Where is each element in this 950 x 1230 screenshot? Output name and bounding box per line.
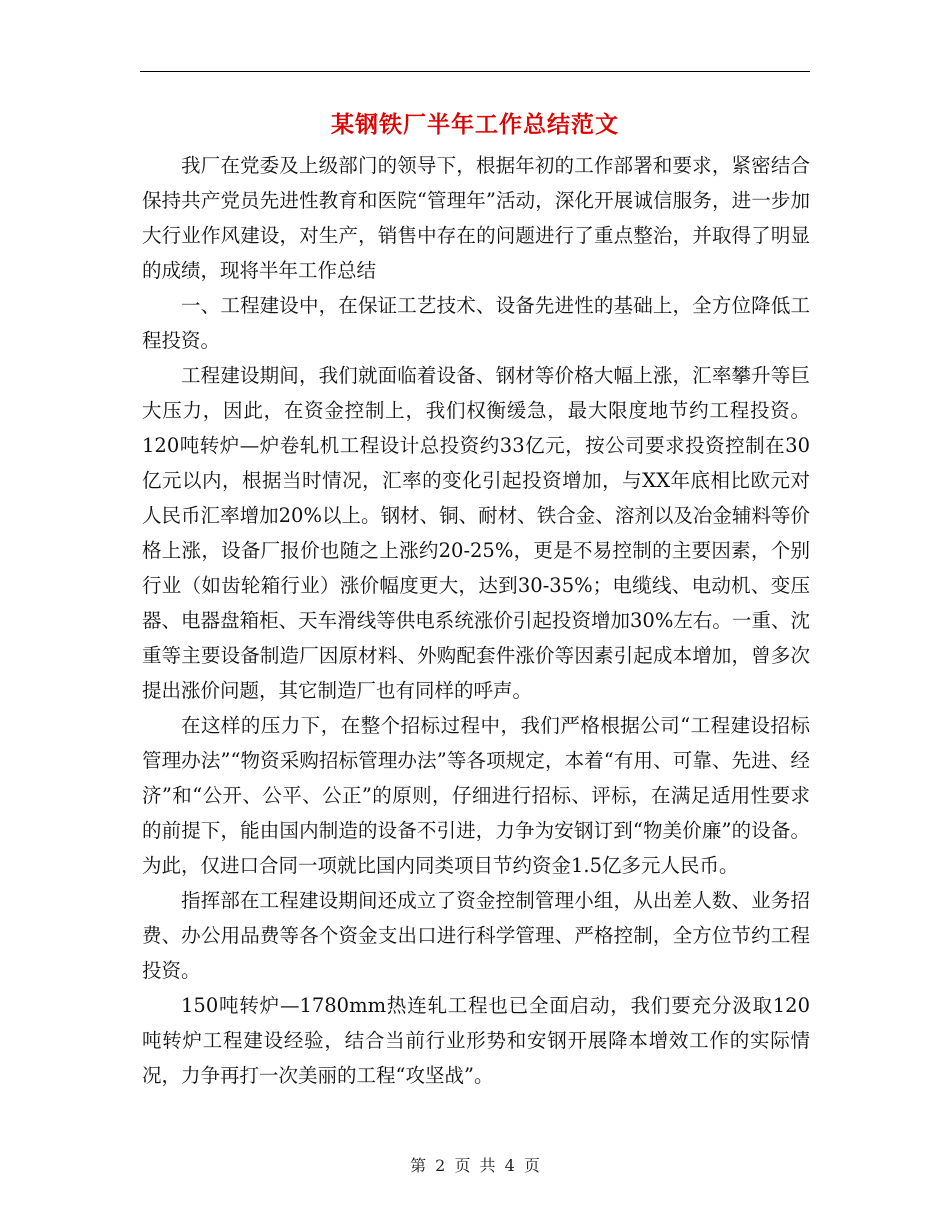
page-number-footer: 第 2 页 共 4 页 — [410, 1156, 540, 1175]
paragraph-new-project: 150吨转炉—1780mm热连轧工程也已全面启动，我们要充分汲取120吨转炉工程建设经验，结合当前行业形势和安钢开展降本增效工作的实际情况，力争再打一次美丽的工程“攻坚战”。 — [142, 994, 810, 1087]
paragraph-investment-pressure: 工程建设期间，我们就面临着设备、钢材等价格大幅上涨，汇率攀升等巨大压力，因此，在资金控制上，我们权衡缓急，最大限度地节约工程投资。120吨转炉—炉卷轧机工程设计总投资约33亿元，按公司要求投资控制在30亿元以内，根据当时情况，汇率的变化引起投资增加，与XX年底相比欧元对人民币汇率增加20%以上。钢材、铜、耐材、铁合金、溶剂以及冶金辅料等价格上涨，设备厂报价也随之上涨约20-25%，更是不易控制的主要因素，个别行业（如齿轮箱行业）涨价幅度更大，达到30-35%；电缆线、电动机、变压器、电器盘箱柜、天车滑线等供电系统涨价引起投资增加30%左右。一重、沈重等主要设备制造厂因原材料、外购配套件涨价等因素引起成本增加，曾多次提出涨价问题，其它制造厂也有同样的呼声。 — [142, 364, 810, 702]
paragraph-intro: 我厂在党委及上级部门的领导下，根据年初的工作部署和要求，紧密结合保持共产党员先进性教育和医院“管理年”活动，深化开展诚信服务，进一步加大行业作风建设，对生产，销售中存在的问题进行了重点整治，并取得了明显的成绩，现将半年工作总结 — [142, 154, 810, 282]
document-body — [142, 148, 810, 1093]
paragraph-section-heading: 一、工程建设中，在保证工艺技术、设备先进性的基础上，全方位降低工程投资。 — [142, 294, 810, 352]
paragraph-bidding: 在这样的压力下，在整个招标过程中，我们严格根据公司“工程建设招标管理办法”“物资采购招标管理办法”等各项规定，本着“有用、可靠、先进、经济”和“公开、公平、公正”的原则，仔细进行招标、评标，在满足适用性要求的前提下，能由国内制造的设备不引进，力争为安钢订到“物美价廉”的设备。为此，仅进口合同一项就比国内同类项目节约资金1.5亿多元人民币。 — [142, 714, 810, 877]
header-rule — [140, 71, 810, 72]
paragraph-fund-control: 指挥部在工程建设期间还成立了资金控制管理小组，从出差人数、业务招费、办公用品费等各个资金支出口进行科学管理、严格控制，全方位节约工程投资。 — [142, 889, 810, 982]
document-title: 某钢铁厂半年工作总结范文 — [331, 111, 619, 138]
